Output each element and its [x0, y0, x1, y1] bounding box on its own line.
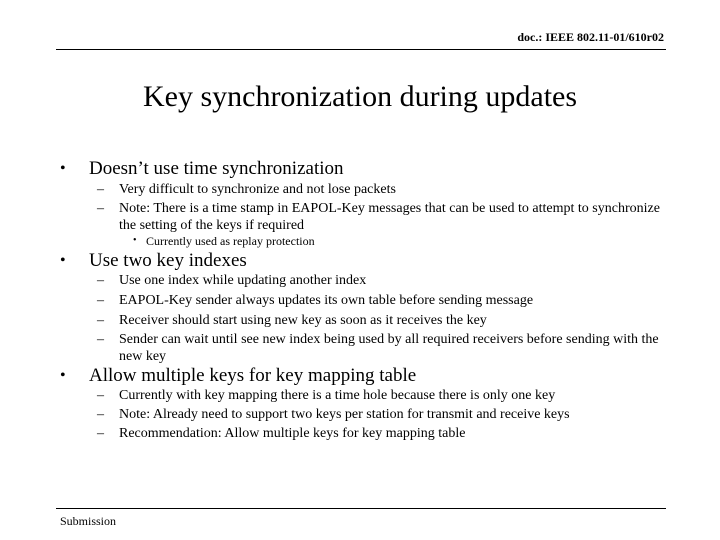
bullet-marker: •: [60, 252, 66, 269]
sub-bullet-text: Note: Already need to support two keys per station for transmit and receive keys: [119, 407, 570, 422]
sub-bullet-text: Note: There is a time stamp in EAPOL-Key messages that can be used to attempt to synchronize the setting of the keys if required: [119, 201, 660, 233]
dash-marker: –: [97, 332, 104, 347]
sub-bullet-item: [97, 425, 667, 442]
sub-bullet-item: [97, 406, 667, 423]
sub-sub-bullet-item: [133, 234, 315, 248]
sub-bullet-text: Receiver should start using new key as soon as it receives the key: [119, 313, 487, 328]
sub-bullet-text: EAPOL-Key sender always updates its own table before sending message: [119, 293, 534, 308]
document-id: doc.: IEEE 802.11-01/610r02: [517, 30, 664, 44]
sub-bullet-text: Sender can wait until see new index being used by all required receivers before sending with the new key: [119, 332, 659, 364]
sub-bullet-item: [97, 181, 667, 198]
sub-bullet-item: [97, 292, 667, 309]
sub-sub-bullet-text: Currently used as replay protection: [146, 234, 315, 248]
bullet-text: Allow multiple keys for key mapping table: [89, 365, 417, 386]
sub-bullet-item: [97, 331, 667, 365]
sub-bullet-item: [97, 200, 667, 234]
bullet-marker: •: [133, 235, 137, 246]
bullet-text: Use two key indexes: [89, 250, 247, 271]
sub-bullet-text: Very difficult to synchronize and not lose packets: [119, 182, 396, 197]
sub-bullet-text: Recommendation: Allow multiple keys for key mapping table: [119, 426, 466, 441]
sub-bullet-item: [97, 387, 667, 404]
footer-divider: [56, 508, 666, 509]
footer-label: Submission: [60, 514, 117, 528]
dash-marker: –: [97, 313, 104, 328]
sub-bullet-text: Currently with key mapping there is a time hole because there is only one key: [119, 388, 556, 403]
bullet-marker: •: [60, 160, 66, 177]
slide-title: Key synchronization during updates: [142, 80, 578, 113]
sub-bullet-text: Use one index while updating another index: [119, 273, 367, 288]
dash-marker: –: [97, 293, 104, 308]
bullet-text: Doesn’t use time synchronization: [89, 158, 344, 179]
header-divider: [56, 49, 666, 50]
bullet-marker: •: [60, 367, 66, 384]
dash-marker: –: [97, 407, 104, 422]
dash-marker: –: [97, 182, 104, 197]
dash-marker: –: [97, 388, 104, 403]
dash-marker: –: [97, 201, 104, 216]
dash-marker: –: [97, 273, 104, 288]
sub-bullet-item: [97, 272, 667, 289]
dash-marker: –: [97, 426, 104, 441]
sub-bullet-item: [97, 312, 667, 329]
